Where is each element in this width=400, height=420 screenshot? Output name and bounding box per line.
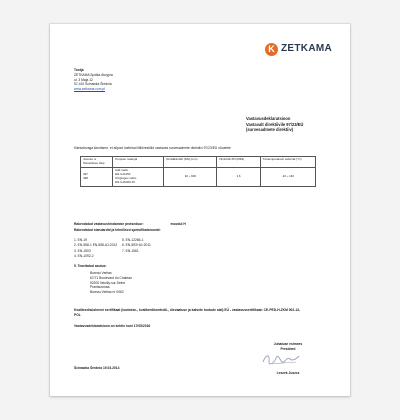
standards-label: Rakendatud standardid ja tehnilised spetsifikatsioonid: — [74, 228, 161, 232]
table-cell: Hall malm EN-GJL250 Kõrgtugev malm EN-GJS400-15 — [113, 167, 164, 186]
table-cell: 1,6 — [217, 167, 260, 186]
procedure-line — [74, 222, 186, 227]
table-header-cell: Joonise nr Ülesehituse tüüp — [81, 157, 113, 168]
declaration-title — [246, 116, 303, 133]
handwritten-signature — [260, 350, 302, 368]
address-line: Prantsusmaa — [90, 285, 110, 290]
title-line: Vastavalt direktiivile 97/23/EÜ — [246, 121, 304, 127]
address-line: ZETKAMA Spółka Akcyjna — [74, 72, 113, 77]
table-cell: 32 ÷ 600 — [164, 167, 217, 186]
signatory-name: Leszek Juszcz — [276, 371, 300, 375]
table-header-cell: Nimiläbimõõt (DN) (mm) — [164, 157, 217, 168]
list-item: 6. EN-593+A1:2011 — [122, 243, 151, 248]
title-line: Vastavusdeklaratsioon — [246, 116, 291, 121]
table-cell: 497 498 — [81, 167, 113, 186]
address-line: Bureau Veritas — [90, 271, 112, 275]
validity-statement: Vastavusdeklaratsioon on kehtiv kuni 17/05/2016 — [74, 324, 151, 328]
logo-wordmark: ZETKAMA — [281, 43, 332, 54]
table-header-row — [81, 157, 316, 168]
address-line: ul. 3 Maja 12 — [74, 77, 93, 82]
address-line: 67/71 Boulevard du Chateau — [90, 275, 132, 280]
signatory-role: Juhatuse esimees — [273, 342, 303, 346]
procedure-label: Rakendatud vastavushindamise protseduur: — [74, 222, 144, 226]
manufacturer-address — [74, 68, 113, 92]
table-header-cell: Nimirõhk PN (MPa) — [217, 157, 260, 168]
address-line: 57-410 Ścinawka Średnia — [74, 82, 112, 87]
list-item: 7. EN-1561 — [122, 248, 139, 253]
standards-list — [74, 238, 182, 259]
list-item: 3. EN-1503 — [74, 248, 91, 253]
list-item: 2. EN-558-1 EN-558-A1:2012 — [74, 243, 118, 248]
valve-spec-table — [80, 156, 316, 187]
certificate-statement: Kvaliteedisüsteemi sertifikaat (tootmise-, kvaliteedikontrolli-, ülevaatuse ja katsete tootude alal) EÜ - vastavussertifikaat: CE-PED-H-ZKM 002-13-POL — [74, 308, 301, 317]
list-item: 4. EN-1092-2 — [74, 253, 94, 258]
intro-paragraph: Käesolevaga kinnitame, et allpool loetletud liitlõvesüliid vastavad survesadmete direktiivi 97/23/EÜ nõuetele — [74, 146, 231, 150]
website-link[interactable]: www.zetkama.com.pl — [74, 87, 105, 92]
list-item — [122, 254, 182, 259]
place-and-date: Ścinawka Średnia 19.03.2014 — [74, 366, 120, 370]
address-line: 92200 Neuilly-sur-Seine — [90, 280, 126, 285]
notified-body-address — [90, 271, 132, 295]
list-item: 1. EN-19 — [74, 238, 88, 242]
table-row — [81, 167, 316, 186]
signatory-role: President — [280, 346, 296, 351]
procedure-value: moodul H — [170, 222, 186, 226]
company-logo — [265, 42, 332, 57]
logo-k-icon: K — [265, 43, 278, 56]
title-line: (survesadmete direktiiv) — [246, 127, 294, 133]
list-item: 5. EN-12266-1 — [122, 238, 144, 242]
address-line: Bureau Veritas nr 0062 — [90, 290, 124, 295]
document-page — [50, 24, 350, 396]
table-header-cell: Töötemperatuuri vahemik (°C) — [260, 157, 315, 168]
table-header-cell: Korpuse materjal — [113, 157, 164, 168]
notified-body-label: 5. Teavitatud asutus: — [74, 264, 107, 268]
manufacturer-heading: Tootja — [74, 68, 84, 72]
table-cell: -10 ÷ 140 — [260, 167, 315, 186]
